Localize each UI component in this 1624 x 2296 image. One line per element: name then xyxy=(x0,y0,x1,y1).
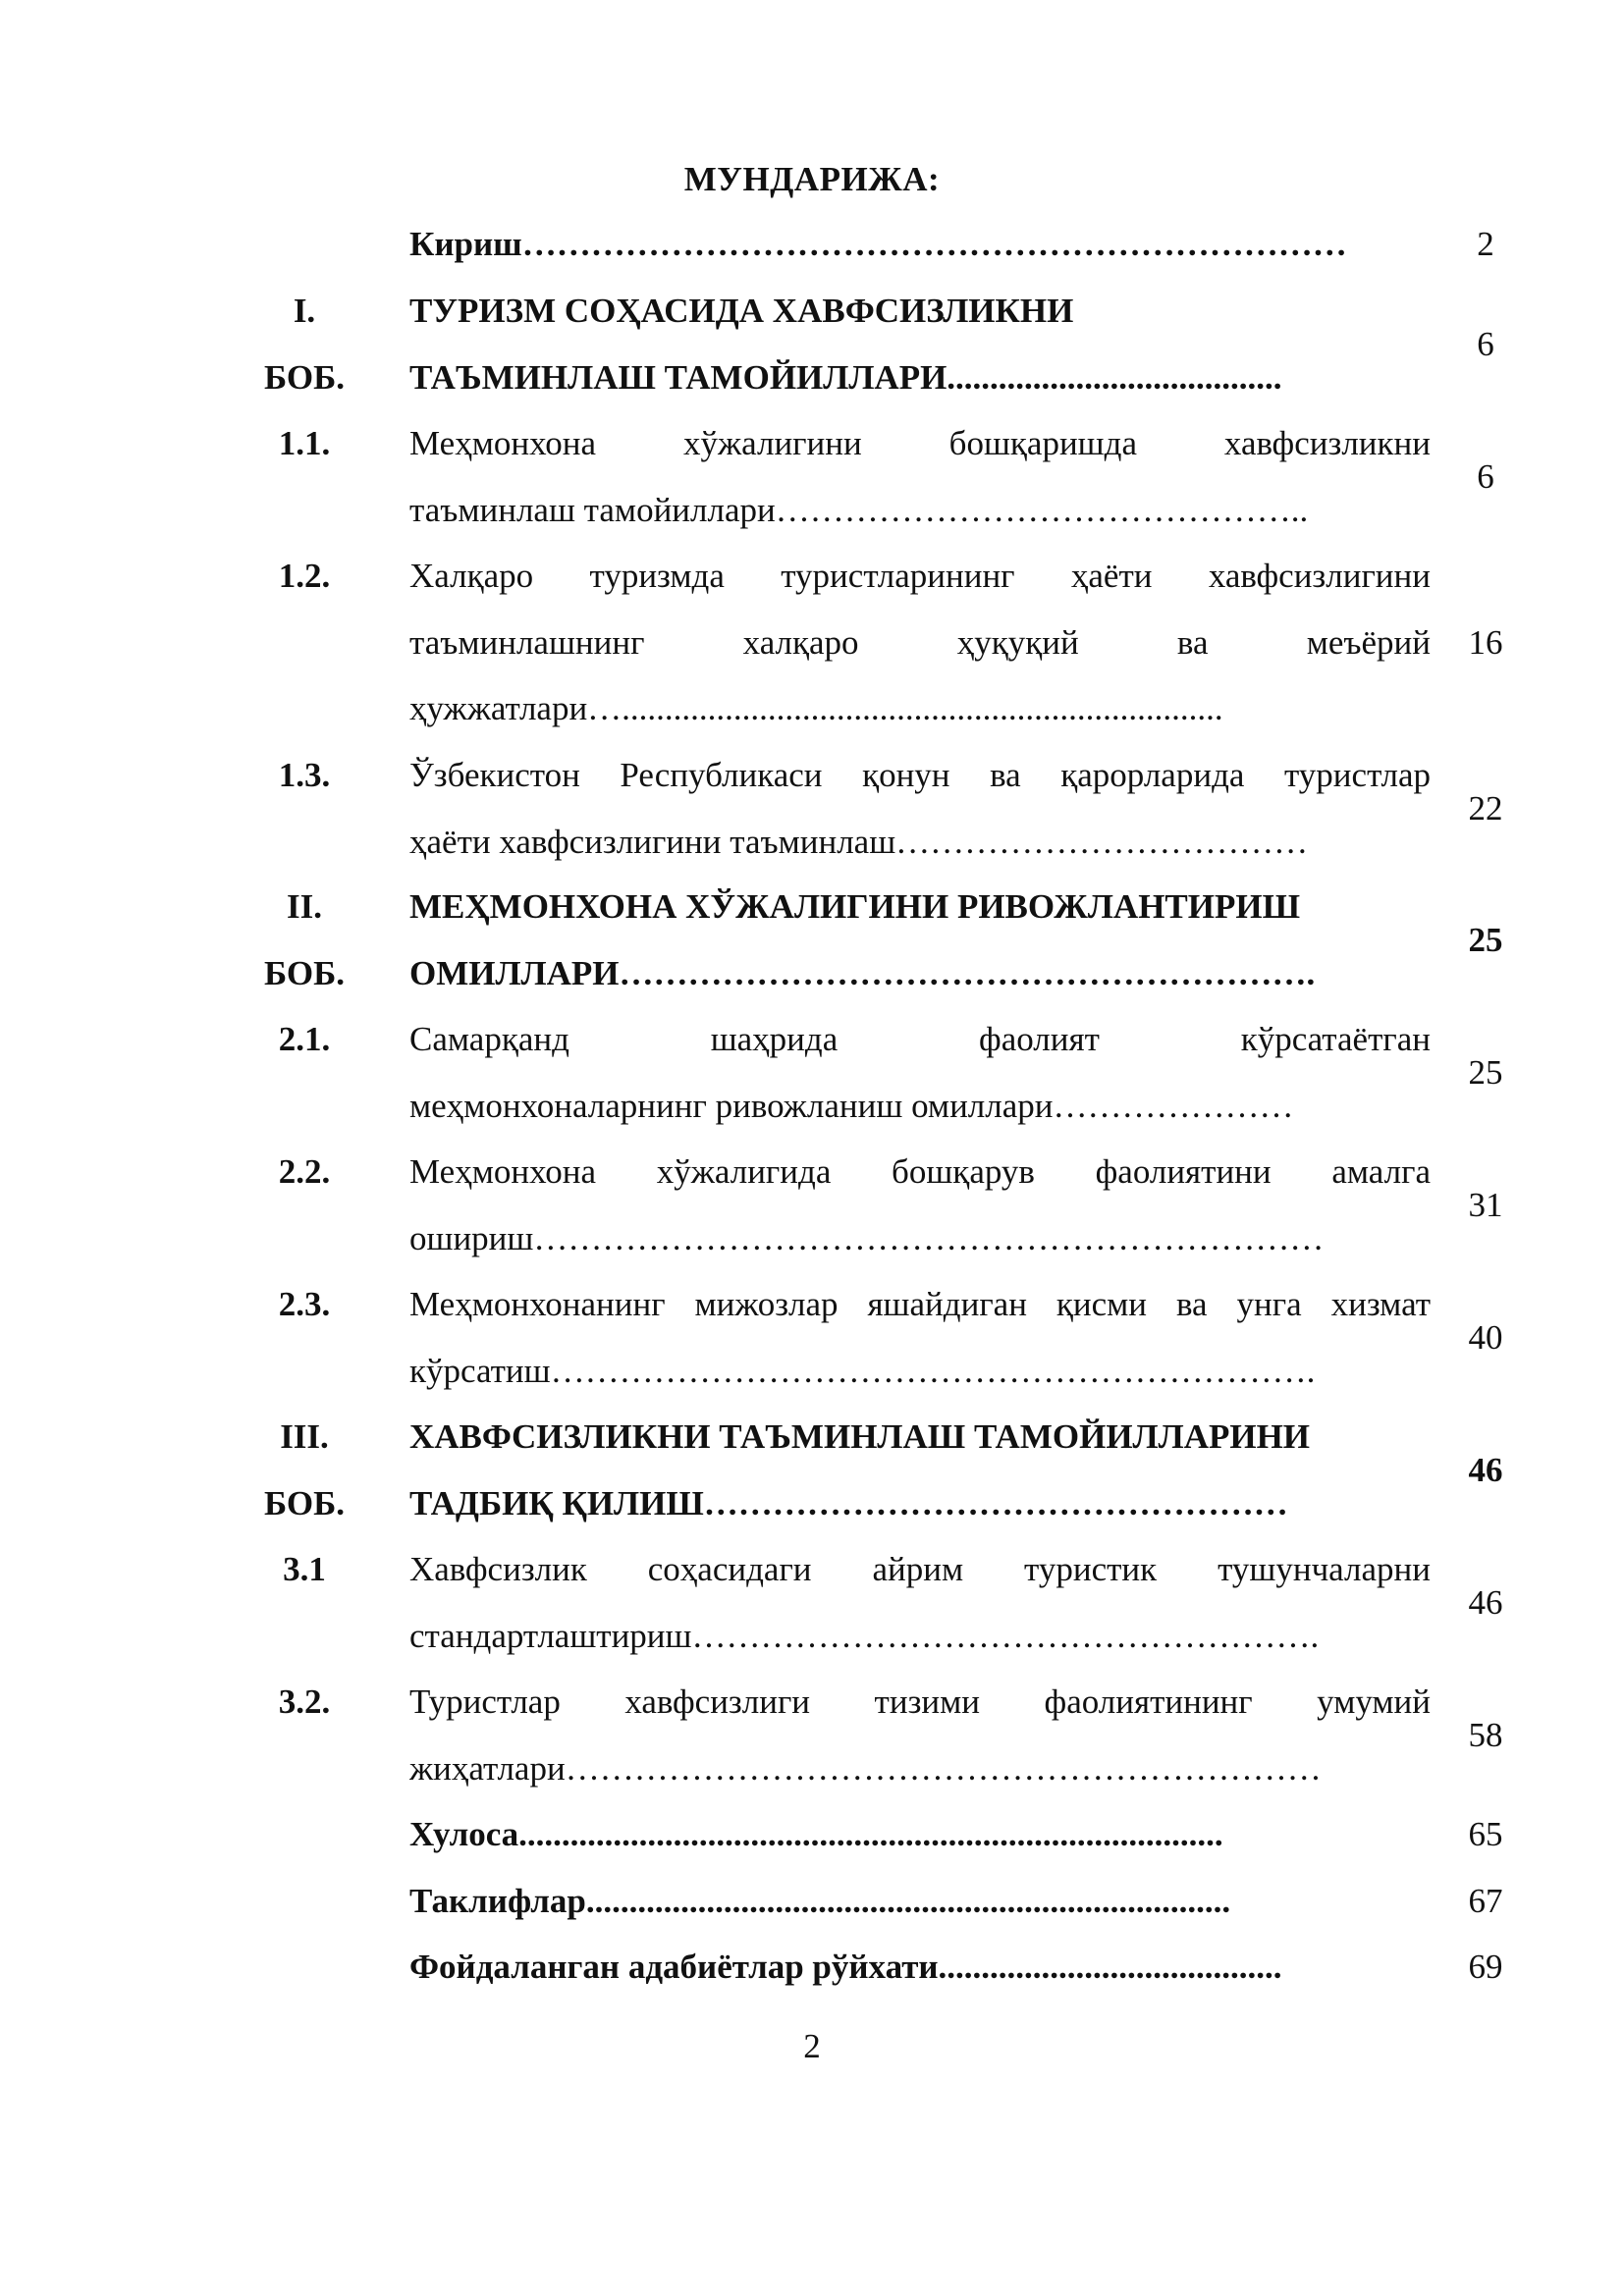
toc-entry-text xyxy=(409,410,1431,543)
toc-entry-line: меҳмонхоналарнинг ривожланиш омиллари………………… xyxy=(409,1086,1294,1125)
toc-entry-page: 25 xyxy=(1468,921,1503,959)
toc-entry-line: таъминлашнинг халқаро ҳуқуқий ва меъёрий xyxy=(409,622,1431,662)
toc-entry-line: Меҳмонхона хўжалигини бошқаришда хавфсизликни xyxy=(409,424,1431,462)
toc-entry-line: ХАВФСИЗЛИКНИ ТАЪМИНЛАШ ТАМОЙИЛЛАРИНИ xyxy=(409,1417,1311,1456)
toc-entry-line: кўрсатиш…………………………………………………………. xyxy=(409,1351,1316,1390)
toc-entry-number: 2.1. xyxy=(278,1020,331,1058)
toc-entry-line: Фойдаланган адабиётлар рўйхати........................................ xyxy=(409,1948,1282,1986)
toc-entry-number: 1.1. xyxy=(278,424,331,462)
toc-entry-page: 31 xyxy=(1468,1186,1503,1224)
toc-entry-number xyxy=(236,278,373,410)
toc-entry-line: Ўзбекистон Республикаси қонун ва қарорларида туристлар xyxy=(409,756,1431,794)
toc-entry-page: 25 xyxy=(1468,1053,1503,1092)
toc-entry-text xyxy=(409,1006,1431,1139)
toc-entry-line: Таклифлар........................................................................... xyxy=(409,1882,1231,1920)
toc-entry-line: ҳаёти хавфсизлигини таъминлаш……………………………… xyxy=(409,822,1309,861)
toc-entry-page: 46 xyxy=(1468,1583,1503,1622)
toc-entry-line: Хавфсизлик соҳасидаги айрим туристик тушунчаларни xyxy=(409,1550,1431,1588)
toc-entry-page: 65 xyxy=(1468,1815,1503,1853)
toc-entry-number: 2.3. xyxy=(278,1285,331,1323)
toc-entry-page: 2 xyxy=(1477,225,1494,263)
toc-entry-text xyxy=(409,874,1431,1006)
toc-entry-page: 58 xyxy=(1468,1716,1503,1754)
page-number: 2 xyxy=(803,2027,821,2065)
toc-entry-text xyxy=(409,1404,1431,1536)
toc-entry-page: 40 xyxy=(1468,1318,1503,1357)
chapter-roman: I. БОБ. xyxy=(263,292,345,397)
toc-entry-number: 2.2. xyxy=(278,1152,331,1191)
toc-entry-page: 6 xyxy=(1477,325,1494,363)
toc-entry-line: жиҳатлари………………………………………………………… xyxy=(409,1748,1322,1788)
toc-entry-text xyxy=(409,1934,1431,2001)
toc-entry-number xyxy=(236,874,373,1006)
toc-entry-line: Туристлар хавфсизлиги тизими фаолиятининг умумий xyxy=(409,1682,1431,1721)
toc-entry-line: ОМИЛЛАРИ……………………………………………………. xyxy=(409,953,1316,992)
toc-entry-line: ТАЪМИНЛАШ ТАМОЙИЛЛАРИ....................................... xyxy=(409,357,1282,397)
toc-entry-line: Самарқанд шаҳрида фаолият кўрсатаётган xyxy=(409,1020,1431,1058)
toc-entry-line: ҳужжатлари…...................................................................... xyxy=(409,689,1223,727)
toc-entry-line: Хулоса.................................................................................. xyxy=(409,1815,1223,1853)
chapter-roman: II. БОБ. xyxy=(263,887,345,992)
toc-entry-line: ТАДБИҚ ҚИЛИШ…………………………………………… xyxy=(409,1483,1288,1522)
toc-entry-text xyxy=(409,1271,1431,1404)
toc-entry-line: Меҳмонхонанинг мижозлар яшайдиган қисми ва унга хизмат xyxy=(409,1285,1431,1323)
toc-entry-number xyxy=(236,1404,373,1536)
toc-entry-number: 3.1 xyxy=(283,1550,326,1588)
toc-entry-text xyxy=(409,1669,1431,1801)
toc-entry-text xyxy=(409,211,1431,278)
toc-entry-line: МЕҲМОНХОНА ХЎЖАЛИГИНИ РИВОЖЛАНТИРИШ xyxy=(409,887,1301,926)
toc-entry-line: ошириш…………………………………………………………… xyxy=(409,1218,1325,1257)
toc-entry-number: 1.2. xyxy=(278,557,331,595)
toc-entry-line: Халқаро туризмда туристларининг ҳаёти хавфсизлигини xyxy=(409,557,1431,595)
toc-entry-text xyxy=(409,1536,1431,1669)
toc-entry-line: Меҳмонхона хўжалигида бошқарув фаолиятини амалга xyxy=(409,1152,1431,1191)
toc-entry-text xyxy=(409,278,1431,410)
toc-entry-line: ТУРИЗМ СОҲАСИДА ХАВФСИЗЛИКНИ xyxy=(409,292,1074,330)
toc-entry-number: 1.3. xyxy=(278,756,331,794)
toc-entry-text xyxy=(409,543,1431,742)
toc-entry-line: стандартлаштириш………………………………………………. xyxy=(409,1616,1320,1655)
toc-entry-page: 67 xyxy=(1468,1882,1503,1920)
toc-entry-page: 46 xyxy=(1468,1451,1503,1489)
toc-entry-text xyxy=(409,742,1431,875)
toc-title: МУНДАРИЖА: xyxy=(683,160,941,198)
chapter-roman: III. БОБ. xyxy=(263,1417,345,1522)
toc-entry-text xyxy=(409,1139,1431,1271)
toc-entry-page: 16 xyxy=(1468,623,1503,662)
toc-entry-number: 3.2. xyxy=(278,1682,331,1721)
toc-entry-text xyxy=(409,1868,1431,1935)
toc-entry-page: 22 xyxy=(1468,789,1503,828)
toc-entry-page: 69 xyxy=(1468,1948,1503,1986)
toc-entry-page: 6 xyxy=(1477,457,1494,496)
toc-entry-text xyxy=(409,1801,1431,1868)
toc-entry-line: таъминлаш тамойиллари……………………………………….. xyxy=(409,490,1309,529)
toc-entry-line: Кириш……………………………………………………………… xyxy=(409,225,1347,263)
